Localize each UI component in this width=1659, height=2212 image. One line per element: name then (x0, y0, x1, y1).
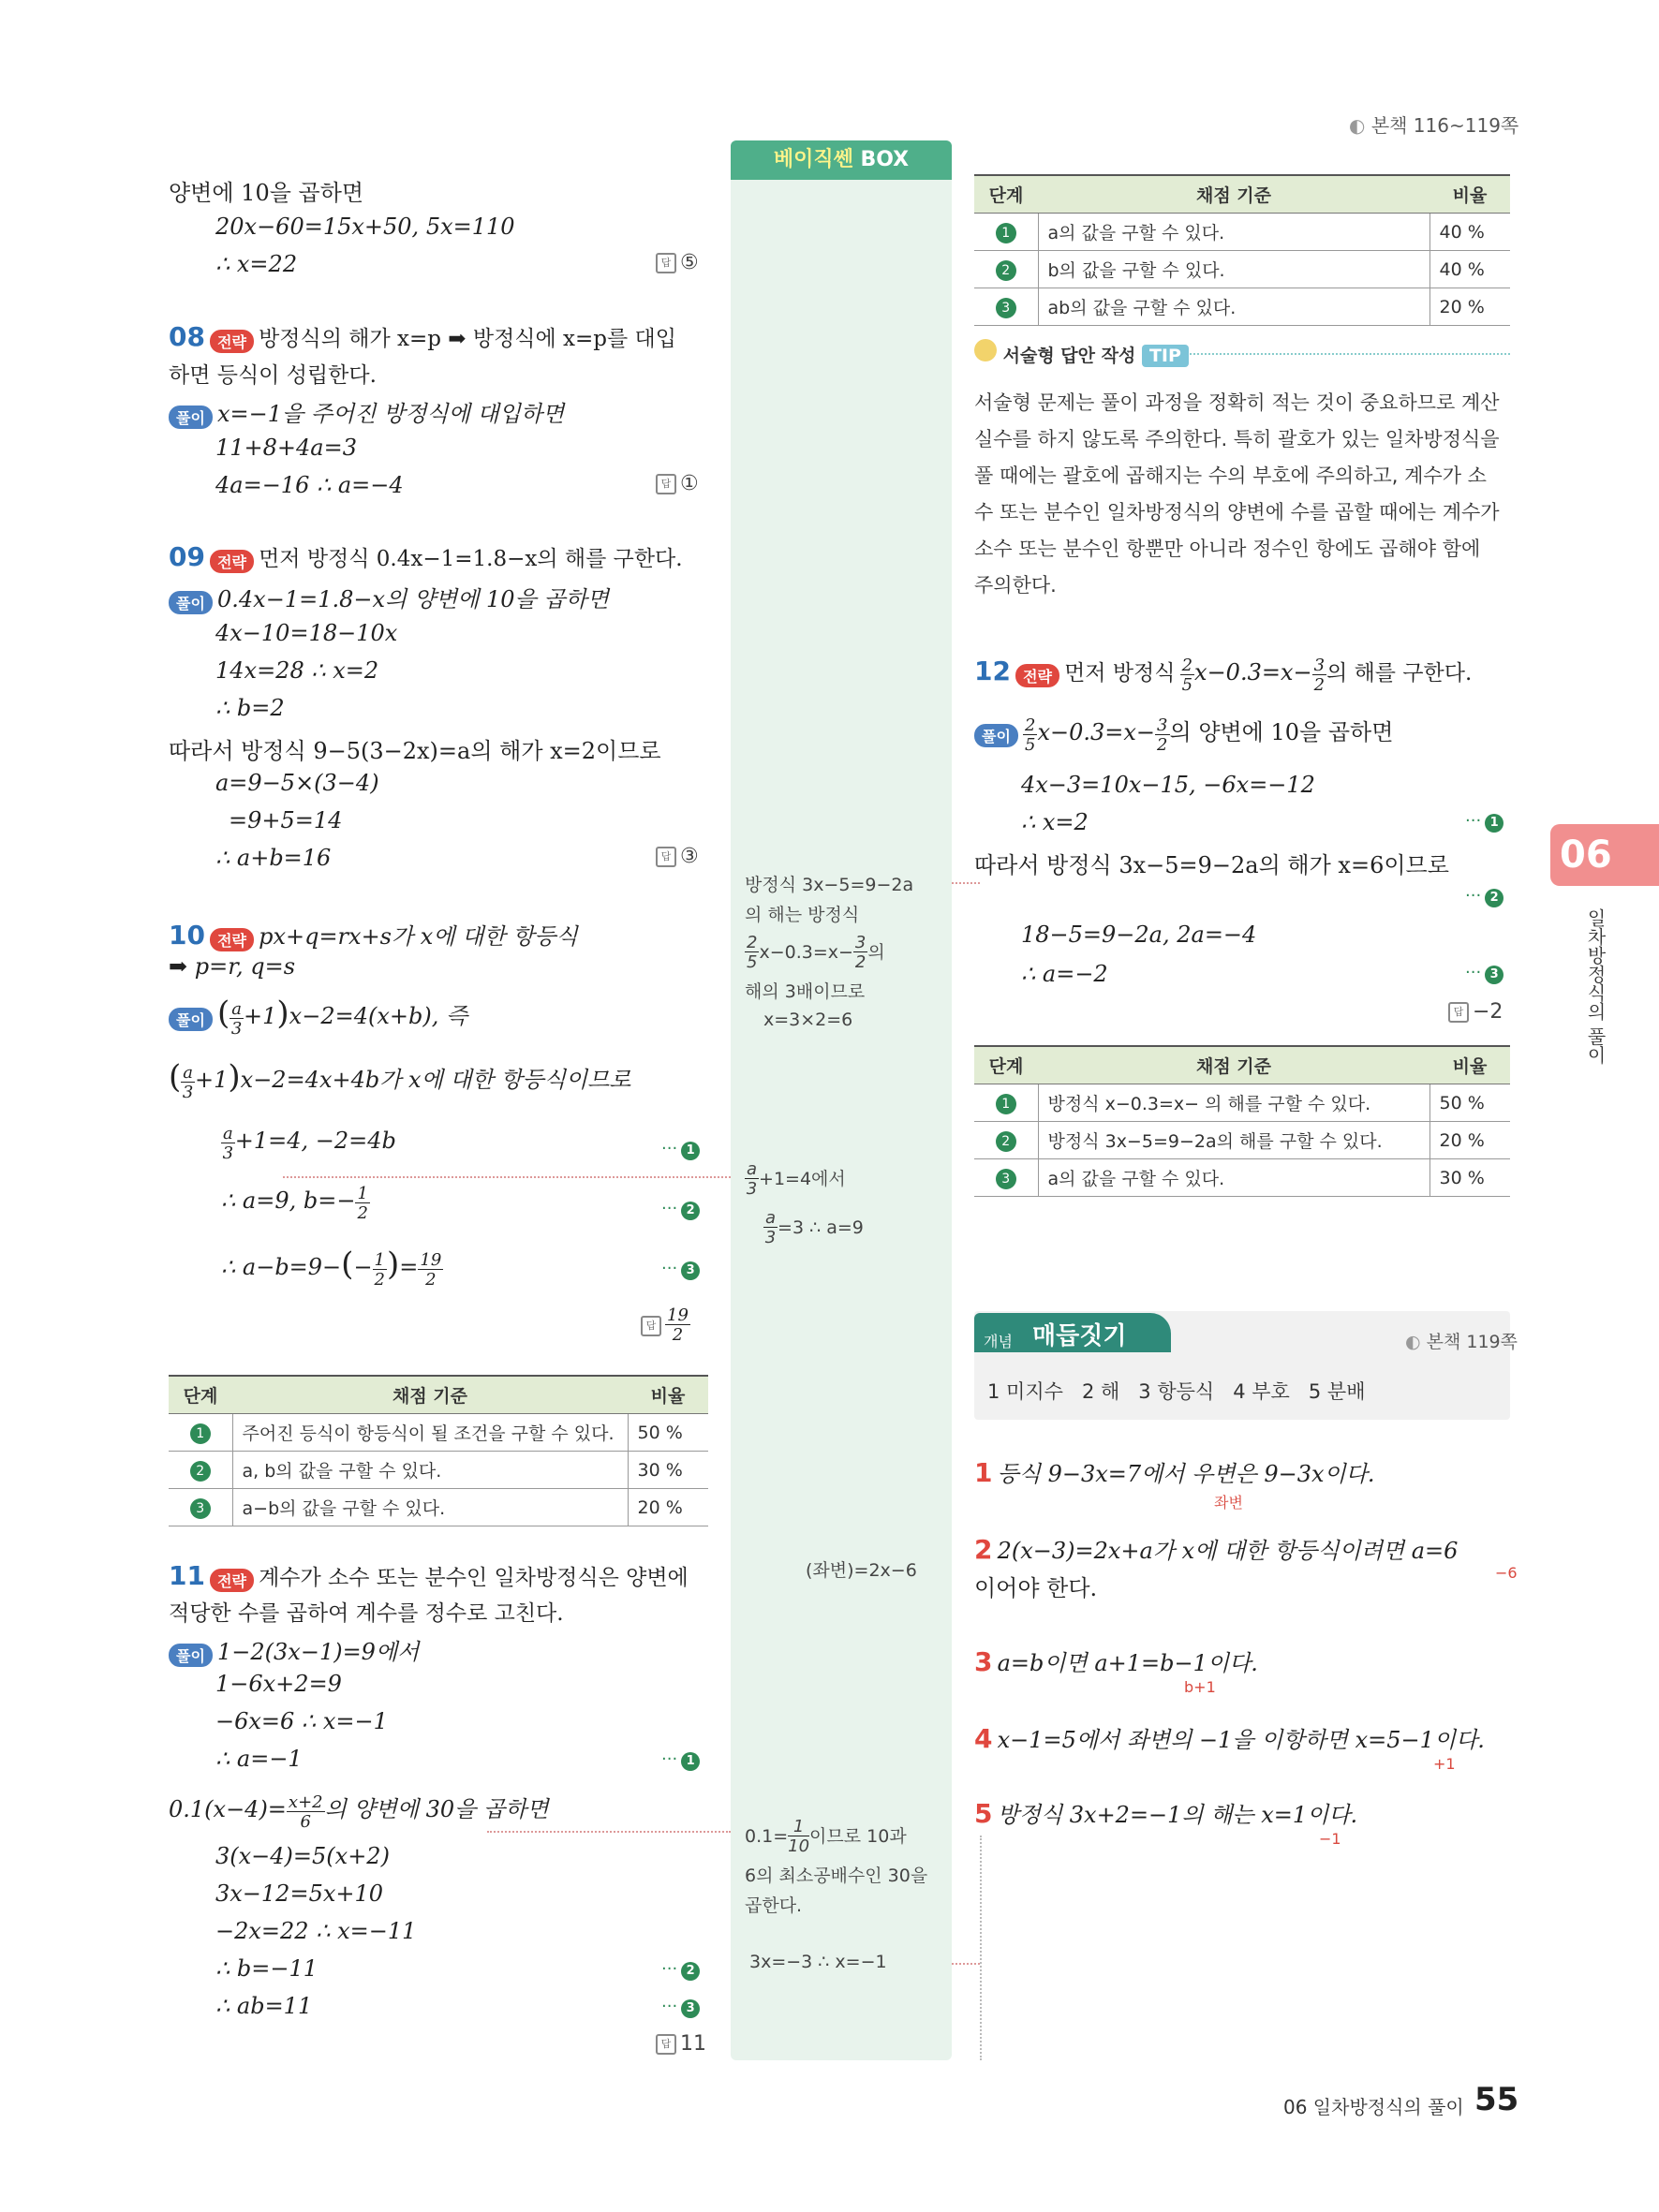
box-note1-l1: 방정식 3x−5=9−2a (745, 875, 914, 895)
strategy-badge: 전략 (210, 330, 254, 353)
ox-item-4: 4 x−1=5에서 좌변의 −1을 이항하면 x=5−1이다. (974, 1723, 1485, 1754)
q08-line2: 11+8+4a=3 (215, 435, 357, 461)
ox-item-5: 5 방정식 3x+2=−1의 해는 x=1이다. (974, 1798, 1358, 1829)
step2-mark: ··· 2 (1465, 886, 1503, 907)
q12-l3: 따라서 방정식 3x−5=9−2a의 해가 x=6이므로 (974, 852, 1449, 878)
chapter-tab: 06 (1550, 824, 1659, 886)
book-icon: ◐ (1405, 1332, 1427, 1352)
step3-mark: ··· 3 (661, 1259, 700, 1280)
q08-strat2: 하면 등식이 성립한다. (169, 363, 377, 388)
q09-l8: ∴ a+b=16 (215, 845, 332, 871)
box-note3: (좌변)=2x−6 (806, 1560, 917, 1581)
q11-l7: 3x−12=5x+10 (215, 1880, 384, 1907)
tip-l4: 수 또는 분수인 일차방정식의 양변에 수를 곱할 때에는 계수가 (974, 501, 1500, 524)
q10-line1: 풀이 ( $\frac{a}{3}$ +1)x−2=4(x+b), 즉 (169, 995, 467, 1038)
answer-icon: 답 (656, 847, 676, 867)
q10-line3: $\frac{a}{3}$ +1=4, −2=4b (222, 1124, 396, 1163)
q12-answer: 답 −2 (1448, 1000, 1503, 1024)
tip-l2: 실수를 하지 않도록 주의한다. 특히 괄호가 있는 일차방정식을 (974, 428, 1500, 450)
q11-l4: ∴ a=−1 (215, 1746, 303, 1772)
q09-l2: 4x−10=18−10x (215, 620, 398, 646)
box-note4-l1: 0.1= $\frac{1}{10}$ 이므로 10과 (745, 1817, 907, 1856)
ox-item-2: 2 2(x−3)=2x+a가 x에 대한 항등식이려면 a=6 (974, 1534, 1459, 1565)
solution-badge: 풀이 (974, 724, 1018, 747)
q09-l3: 14x=28 ∴ x=2 (215, 657, 379, 684)
answer-icon: 답 (656, 253, 676, 273)
q11-header: 11 전략 계수가 소수 또는 분수인 일차방정식은 양변에 (169, 1560, 689, 1591)
ox-item-1: 1 등식 9−3x=7에서 우변은 9−3x이다. (974, 1457, 1375, 1488)
answer-icon: 답 (641, 1316, 661, 1336)
step2-mark: ··· 2 (661, 1959, 700, 1981)
q09-header: 09 전략 먼저 방정식 0.4x−1=1.8−x의 해를 구한다. (169, 541, 683, 572)
page-number: 55 (1474, 2081, 1519, 2118)
ox-item-2-cont: 이어야 한다. (974, 1575, 1098, 1601)
top-score-table: 단계 채점 기준 비율 1 a의 값을 구할 수 있다. 40 % 2 b의 값을 구할 수 있다. 40 % 3 ab의 값을 구할 수 있다. 20 % (974, 174, 1510, 326)
step2-mark: ··· 2 (661, 1199, 700, 1220)
divider (980, 1836, 982, 2060)
box-note1-l2: 의 해는 방정식 (745, 905, 860, 925)
q12-l1: 4x−3=10x−15, −6x=−12 (1021, 772, 1315, 798)
box-note1-l4: 해의 3배이므로 (745, 981, 866, 1002)
q12-l5: ∴ a=−2 (1021, 961, 1108, 987)
q11-l10: ∴ ab=11 (215, 1993, 313, 2019)
footer-chapter: 06 일차방정식의 풀이 (1283, 2096, 1464, 2118)
q08-header: 08 전략 방정식의 해가 x=p ➡ 방정식에 x=p를 대입 (169, 321, 676, 352)
q10-line4: ∴ a=9, b=− $\frac{1}{2}$ (221, 1184, 368, 1223)
q10-strat2: ➡ p=r, q=s (169, 953, 296, 980)
ox-fix-3: b+1 (1184, 1678, 1216, 1696)
strategy-badge: 전략 (210, 1569, 254, 1592)
q11-l6: 3(x−4)=5(x+2) (215, 1843, 390, 1869)
q11-l3: −6x=6 ∴ x=−1 (215, 1708, 388, 1734)
pencil-icon (974, 339, 997, 361)
q09-sol: 풀이 0.4x−1=1.8−x의 양변에 10을 곱하면 (169, 581, 609, 614)
q11-l2: 1−6x+2=9 (215, 1671, 342, 1697)
ox-item-3: 3 a=b이면 a+1=b−1이다. (974, 1646, 1258, 1677)
q10-line5: ∴ a−b=9−(− $\frac{1}{2}$ )= $\frac{19}{2}$ (221, 1246, 442, 1290)
strategy-badge: 전략 (210, 550, 254, 573)
ox-fix-5: −1 (1319, 1830, 1341, 1848)
box-note5: 3x=−3 ∴ x=−1 (749, 1952, 887, 1972)
step1-mark: ··· 1 (661, 1749, 700, 1771)
ox-fix-1: 좌변 (1214, 1494, 1243, 1512)
q08-line3: 4a=−16 ∴ a=−4 (215, 472, 404, 498)
q12-l4: 18−5=9−2a, 2a=−4 (1021, 922, 1257, 948)
q10-header: 10 전략 px+q=rx+s가 x에 대한 항등식 (169, 920, 578, 951)
q10-score-table: 단계 채점 기준 비율 1 주어진 등식이 항등식이 될 조건을 구할 수 있다. 50 % 2 a, b의 값을 구할 수 있다. 30 % 3 a−b의 값을 구할 수 있다. 20 % (169, 1375, 708, 1526)
q12-l2: ∴ x=2 (1021, 809, 1089, 835)
q12-sol: 풀이 $\frac{2}{5}$ x−0.3=x− $\frac{3}{2}$ 의 양변에 10을 곱하면 (974, 714, 1393, 754)
concept-items: 1 미지수 2 해 3 항등식 4 부호 5 분배 (987, 1380, 1366, 1403)
q12-score-table: 단계 채점 기준 비율 1 방정식 x−0.3=x− 의 해를 구할 수 있다. 50 % 2 방정식 3x−5=9−2a의 해를 구할 수 있다. 20 % 3 a의 값을 구할 수 있다. 30 % (974, 1045, 1510, 1197)
q09-l4: ∴ b=2 (215, 695, 285, 721)
strategy-badge: 전략 (210, 928, 254, 951)
top-line2: 20x−60=15x+50, 5x=110 (215, 214, 515, 240)
basic-box-title: 베이직쎈 BOX (731, 140, 952, 180)
q11-strat2: 적당한 수를 곱하여 계수를 정수로 고친다. (169, 1601, 564, 1626)
step3-mark: ··· 3 (1465, 963, 1503, 984)
solution-badge: 풀이 (169, 406, 213, 429)
box-note1-l3: $\frac{2}{5}$ x−0.3=x− $\frac{3}{2}$ 의 (747, 933, 885, 972)
q12-header: 12 전략 먼저 방정식 $\frac{2}{5}$ x−0.3=x− $\frac{3}{2}$ 의 해를 구한다. (974, 656, 1473, 695)
step3-mark: ··· 3 (661, 1997, 700, 2018)
q08-sol: 풀이 x=−1을 주어진 방정식에 대입하면 (169, 395, 564, 429)
chapter-tab-label: 일차방정식의 풀이 (1584, 908, 1607, 1065)
answer-icon: 답 (656, 474, 676, 494)
page-reference: ◐ 본책 116~119쪽 (1349, 114, 1519, 137)
q11-l9: ∴ b=−11 (215, 1955, 318, 1982)
q09-l7: =9+5=14 (229, 807, 343, 833)
answer-icon: 답 (1448, 1002, 1469, 1023)
box-note4-l2: 6의 최소공배수인 30을 (745, 1865, 928, 1886)
concept-ref: ◐ 본책 119쪽 (1405, 1332, 1518, 1352)
step1-mark: ··· 1 (661, 1139, 700, 1160)
tip-l3: 풀 때에는 괄호에 곱해지는 수의 부호에 주의하고, 계수가 소 (974, 465, 1487, 487)
answer-icon: 답 (656, 2034, 676, 2055)
tip-l6: 주의한다. (974, 574, 1057, 597)
ox-fix-4: +1 (1433, 1755, 1456, 1773)
ox-fix-2: −6 (1495, 1564, 1518, 1582)
book-icon: ◐ (1349, 114, 1371, 137)
top-answer: 답 ⑤ (656, 251, 699, 274)
tip-title: 서술형 답안 작성 TIP (974, 339, 1189, 367)
tip-l5: 소수 또는 분수인 항뿐만 아니라 정수인 항에도 곱해야 함에 (974, 538, 1481, 560)
q11-l8: −2x=22 ∴ x=−11 (215, 1918, 417, 1944)
top-line1: 양변에 10을 곱하면 (169, 180, 364, 206)
step1-mark: ··· 1 (1465, 811, 1503, 833)
tip-l1: 서술형 문제는 풀이 과정을 정확히 적는 것이 중요하므로 계산 (974, 391, 1500, 414)
strategy-badge: 전략 (1015, 664, 1059, 687)
q08-answer: 답 ① (656, 472, 699, 495)
q10-answer: 답 $\frac{19}{2}$ (641, 1307, 690, 1344)
q09-answer: 답 ③ (656, 845, 699, 868)
top-line3: ∴ x=22 (215, 251, 298, 277)
q11-answer: 답 11 (656, 2032, 706, 2056)
box-note2-l1: $\frac{a}{3}$ +1=4에서 (746, 1159, 846, 1199)
solution-badge: 풀이 (169, 1644, 213, 1667)
solution-badge: 풀이 (169, 1008, 213, 1031)
q10-line2: ( $\frac{a}{3}$ +1)x−2=4x+4b가 x에 대한 항등식이므로 (169, 1058, 631, 1102)
basic-box (731, 140, 952, 2060)
solution-badge: 풀이 (169, 591, 213, 614)
q09-l6: a=9−5×(3−4) (215, 770, 379, 796)
concept-header: 개념 매듭짓기 (974, 1313, 1171, 1352)
box-note1-l5: x=3×2=6 (763, 1010, 853, 1030)
box-note4-l3: 곱한다. (745, 1895, 803, 1916)
q11-fracline: 0.1(x−4)= $\frac{x+2}{6}$ 의 양변에 30을 곱하면 (169, 1792, 549, 1832)
q11-sol: 풀이 1−2(3x−1)=9에서 (169, 1633, 419, 1667)
box-note2-l2: $\frac{a}{3}$ =3 ∴ a=9 (764, 1208, 864, 1247)
q09-l5: 따라서 방정식 9−5(3−2x)=a의 해가 x=2이므로 (169, 738, 661, 764)
